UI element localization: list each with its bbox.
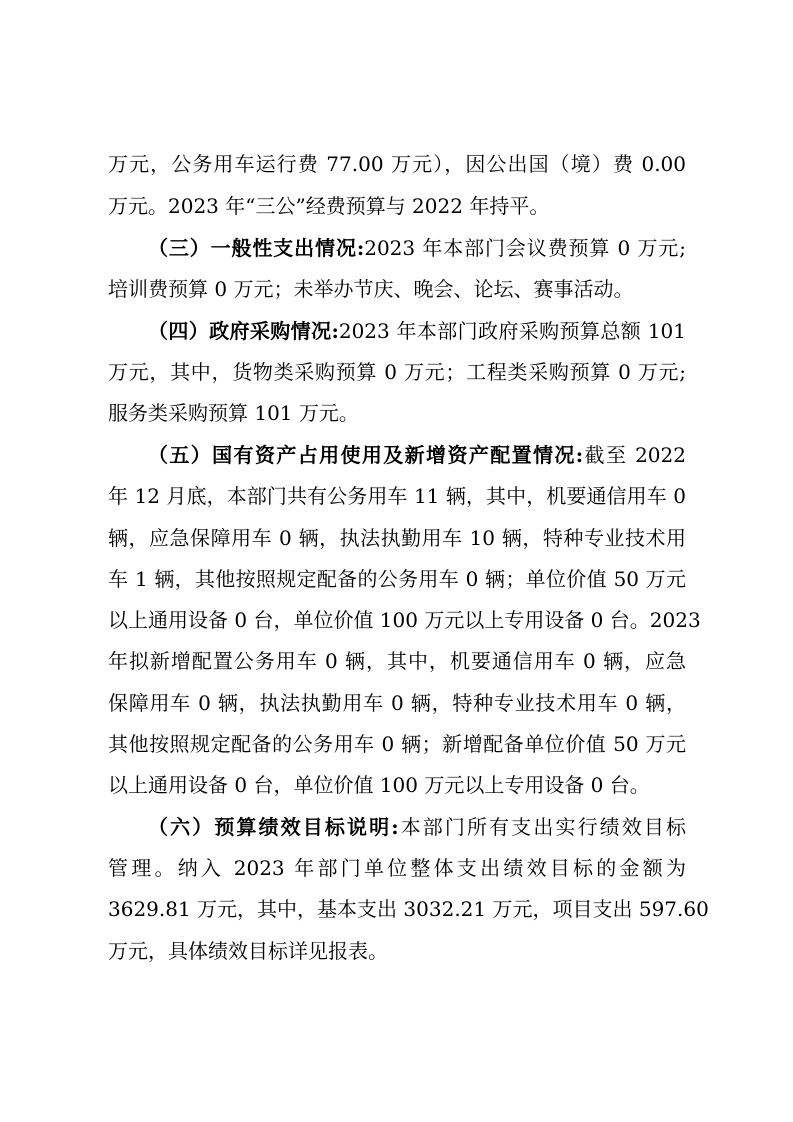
paragraph-line: 车 1 辆，其他按照规定配备的公务用车 0 辆；单位价值 50 万元 [108,567,686,591]
paragraph-line: 万元，其中，货物类采购预算 0 万元；工程类采购预算 0 万元; [108,360,686,384]
paragraph-line: 保障用车 0 辆，执法执勤用车 0 辆，特种专业技术用车 0 辆， [108,691,686,715]
section-6-first-line [148,812,686,842]
paragraph-line: 服务类采购预算 101 万元。 [108,401,359,425]
paragraph-line: 其他按照规定配备的公务用车 0 辆；新增配备单位价值 50 万元 [108,732,686,756]
section-6-heading: （六）预算绩效目标说明: [148,815,399,839]
section-6-text: 本部门所有支出实行绩效目标 [398,815,687,839]
section-5-text: 截至 2022 [583,443,686,467]
section-5-heading: （五）国有资产占用使用及新增资产配置情况: [148,443,584,467]
section-3-text: 2023 年本部门会议费预算 0 万元; [364,236,687,260]
paragraph-line: 管理。纳入 2023 年部门单位整体支出绩效目标的金额为 [108,856,686,880]
section-3-first-line [148,233,686,263]
paragraph-line: 年 12 月底，本部门共有公务用车 11 辆，其中，机要通信用车 0 [108,484,686,508]
paragraph-line: 3629.81 万元，其中，基本支出 3032.21 万元，项目支出 597.60 [108,897,709,921]
paragraph-line: 年拟新增配置公务用车 0 辆，其中，机要通信用车 0 辆，应急 [108,649,686,673]
section-4-heading: （四）政府采购情况: [148,319,339,343]
section-4-first-line [148,316,686,346]
paragraph-line: 万元。2023 年“三公”经费预算与 2022 年持平。 [108,194,550,218]
paragraph-line: 培训费预算 0 万元；未举办节庆、晚会、论坛、赛事活动。 [108,277,634,301]
section-5-first-line [148,440,686,470]
paragraph-line: 万元，公务用车运行费 77.00 万元），因公出国（境）费 0.00 [108,152,686,176]
section-3-heading: （三）一般性支出情况: [148,236,365,260]
paragraph-line: 辆，应急保障用车 0 辆，执法执勤用车 10 辆，特种专业技术用 [108,526,686,550]
paragraph-line: 以上通用设备 0 台，单位价值 100 万元以上专用设备 0 台。 [108,773,650,797]
paragraph-line: 以上通用设备 0 台，单位价值 100 万元以上专用设备 0 台。2023 [108,608,701,632]
paragraph-line: 万元，具体绩效目标详见报表。 [108,939,388,963]
section-4-text: 2023 年本部门政府采购预算总额 101 [338,319,686,343]
